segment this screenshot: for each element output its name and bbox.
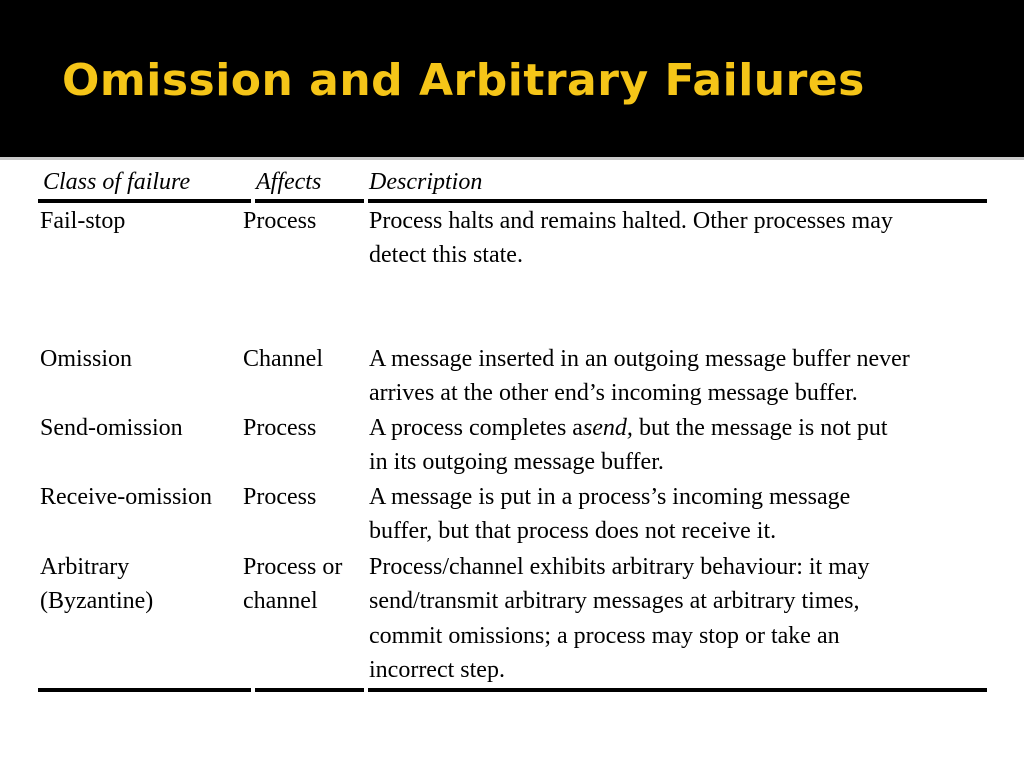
header-affects: Affects xyxy=(256,169,322,195)
title-divider xyxy=(0,157,1024,160)
row-arbitrary-affects-line2: channel xyxy=(243,588,318,614)
desc-pre: A process completes a xyxy=(369,415,583,441)
row-receive-omission-class: Receive-omission xyxy=(40,484,212,510)
row-omission-desc-line2: arrives at the other end’s incoming message buffer. xyxy=(369,380,858,406)
row-arbitrary-desc-line1: Process/channel exhibits arbitrary behaviour: it may xyxy=(369,554,870,580)
row-receive-omission-affects: Process xyxy=(243,484,317,510)
bottom-rule-col3 xyxy=(368,688,987,692)
header-rule-col1 xyxy=(38,199,251,203)
row-failstop-class: Fail-stop xyxy=(40,208,126,234)
row-arbitrary-desc-line3: commit omissions; a process may stop or take an xyxy=(369,623,840,649)
bottom-rule-col2 xyxy=(255,688,364,692)
row-receive-omission-desc-line2: buffer, but that process does not receive it. xyxy=(369,518,777,544)
row-failstop-desc-line2: detect this state. xyxy=(369,242,523,268)
row-receive-omission-desc-line1: A message is put in a process’s incoming message xyxy=(369,484,851,510)
row-send-omission-class: Send-omission xyxy=(40,415,183,441)
row-omission-class: Omission xyxy=(40,346,133,372)
desc-post: but the message is not put xyxy=(632,415,888,441)
row-arbitrary-desc-line4: incorrect step. xyxy=(369,657,505,683)
row-arbitrary-class-line1: Arbitrary xyxy=(40,554,130,580)
row-failstop-desc-line1: Process halts and remains halted. Other processes may xyxy=(369,208,893,234)
row-send-omission-desc-line1 xyxy=(369,411,888,445)
row-omission-affects: Channel xyxy=(243,346,323,372)
slide-title: Omission and Arbitrary Failures xyxy=(62,55,865,106)
row-arbitrary-affects-line1: Process or xyxy=(243,554,343,580)
header-class-of-failure: Class of failure xyxy=(43,169,191,195)
row-send-omission-desc-line2: in its outgoing message buffer. xyxy=(369,449,664,475)
row-failstop-affects: Process xyxy=(243,208,317,234)
row-arbitrary-desc-line2: send/transmit arbitrary messages at arbitrary times, xyxy=(369,588,860,614)
header-description: Description xyxy=(369,169,483,195)
row-arbitrary-class-line2: (Byzantine) xyxy=(40,588,154,614)
row-send-omission-affects: Process xyxy=(243,415,317,441)
header-rule-col2 xyxy=(255,199,364,203)
desc-em-send: send, xyxy=(582,415,633,441)
header-rule-col3 xyxy=(368,199,987,203)
row-omission-desc-line1: A message inserted in an outgoing message buffer never xyxy=(369,346,910,372)
bottom-rule-col1 xyxy=(38,688,251,692)
